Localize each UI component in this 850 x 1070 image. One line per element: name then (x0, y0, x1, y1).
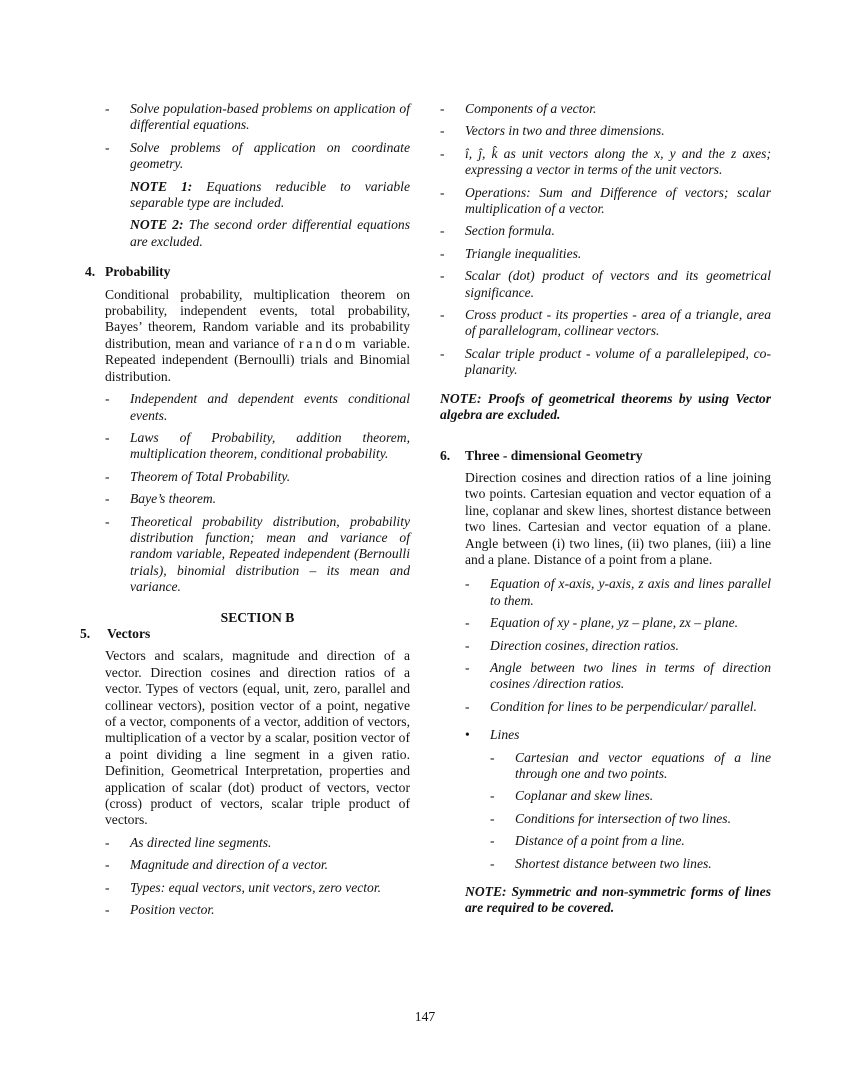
note-vectors: NOTE: Proofs of geometrical theorems by using Vector algebra are excluded. (440, 390, 771, 423)
section-number: 4. (85, 264, 96, 280)
list-item: - Section formula. (440, 223, 771, 239)
list-item: - Position vector. (105, 902, 410, 918)
list-item: - Cross product - its properties - area of a triangle, area of parallelogram, collinear vectors. (440, 307, 771, 340)
list-item: - Angle between two lines in terms of direction cosines /direction ratios. (465, 660, 771, 693)
list-item: - Theorem of Total Probability. (105, 469, 410, 485)
section-title: Three - dimensional Geometry (465, 447, 643, 463)
list-item: - Baye’s theorem. (105, 491, 410, 507)
paragraph-text: random (298, 335, 359, 351)
section-paragraph: Direction cosines and direction ratios of a line joining two points. Cartesian equation and vector equation of a line, coplanar and skew lines, shortest distance between two lines. Cartesian and vector equation of a plane. Angle between (i) two lines, (ii) two planes, (iii) a line and a plane. Distance of a point from a plane. (465, 469, 771, 567)
page-number: 147 (414, 1009, 436, 1024)
list-item: - Components of a vector. (440, 101, 771, 117)
right-column (440, 101, 771, 923)
list-item: - î, ĵ, k̂ as unit vectors along the x, y and the z axes; expressing a vector in terms of the unit vectors. (440, 146, 771, 179)
list-item: - Scalar triple product - volume of a parallelepiped, co-planarity. (440, 346, 771, 379)
list-item: - Scalar (dot) product of vectors and its geometrical significance. (440, 268, 771, 301)
section-paragraph (105, 287, 410, 385)
list-item: - Magnitude and direction of a vector. (105, 857, 410, 873)
list-item: - Types: equal vectors, unit vectors, zero vector. (105, 880, 410, 896)
list-item: - Cartesian and vector equations of a line through one and two points. (490, 750, 771, 783)
section-number: 5. (80, 625, 91, 641)
section-title: Vectors (107, 625, 151, 641)
list-item: - Operations: Sum and Difference of vectors; scalar multiplication of a vector. (440, 185, 771, 218)
list-item: - Solve problems of application on coordinate geometry. (105, 140, 410, 173)
section-heading-probability (80, 264, 410, 280)
section-number: 6. (440, 447, 451, 463)
list-item: - Coplanar and skew lines. (490, 788, 771, 804)
note-label: NOTE 2: (130, 217, 184, 233)
note-2 (130, 217, 410, 250)
list-item: - As directed line segments. (105, 835, 410, 851)
section-heading-3d-geometry (440, 448, 771, 464)
list-item: - Equation of xy - plane, yz – plane, zx – plane. (465, 615, 771, 631)
list-item: - Conditions for intersection of two lines. (490, 811, 771, 827)
note-lines: NOTE: Symmetric and non-symmetric forms of lines are required to be covered. (465, 884, 771, 916)
paragraph-text: Conditional probability, multiplication theorem on probability, independent events, total probability, Bayes’ theorem, Random variable and its probability distribution, mean and variance of (105, 286, 410, 351)
left-column (80, 101, 410, 924)
note-label: NOTE 1: (130, 178, 193, 194)
section-heading-vectors (80, 626, 410, 642)
list-item: - Laws of Probability, addition theorem, multiplication theorem, conditional probability. (105, 430, 410, 463)
list-item: - Vectors in two and three dimensions. (440, 123, 771, 139)
list-item: - Theoretical probability distribution, probability distribution function; mean and variance of random variable, Repeated independent (Bernoulli trials), binomial distribution – its mean and variance. (105, 514, 410, 596)
note-text: The second order differential equations are excluded. (130, 217, 410, 249)
section-paragraph: Vectors and scalars, magnitude and direction of a vector. Direction cosines and direction ratios of a vector. Types of vectors (equal, unit, zero, parallel and collinear vectors), position vector of a point, negative of a vector, components of a vector, addition of vectors, multiplication of a vector by a scalar, position vector of a point dividing a line segment in a given ratio. Definition, Geometrical Interpretation, properties and application of scalar (dot) product of vectors, vector (cross) product of vectors, scalar triple product of vectors. (105, 648, 410, 828)
list-item: - Condition for lines to be perpendicular/ parallel. (465, 699, 771, 715)
list-item: - Direction cosines, direction ratios. (465, 638, 771, 654)
list-item: - Shortest distance between two lines. (490, 856, 771, 872)
list-item: - Solve population-based problems on application of differential equations. (105, 101, 410, 134)
note-1 (130, 179, 410, 212)
list-item: - Triangle inequalities. (440, 246, 771, 262)
note-text: Equations reducible to variable separable type are included. (130, 178, 410, 211)
list-item: - Equation of x-axis, y-axis, z axis and lines parallel to them. (465, 576, 771, 609)
paragraph-text: variable. Repeated independent (Bernoulli) trials and Binomial distribution. (105, 335, 410, 384)
section-b-heading: SECTION B (220, 609, 295, 625)
lines-bullet: • Lines (440, 727, 771, 743)
list-item: - Independent and dependent events conditional events. (105, 391, 410, 424)
section-title: Probability (105, 264, 171, 280)
list-item: - Distance of a point from a line. (490, 833, 771, 849)
